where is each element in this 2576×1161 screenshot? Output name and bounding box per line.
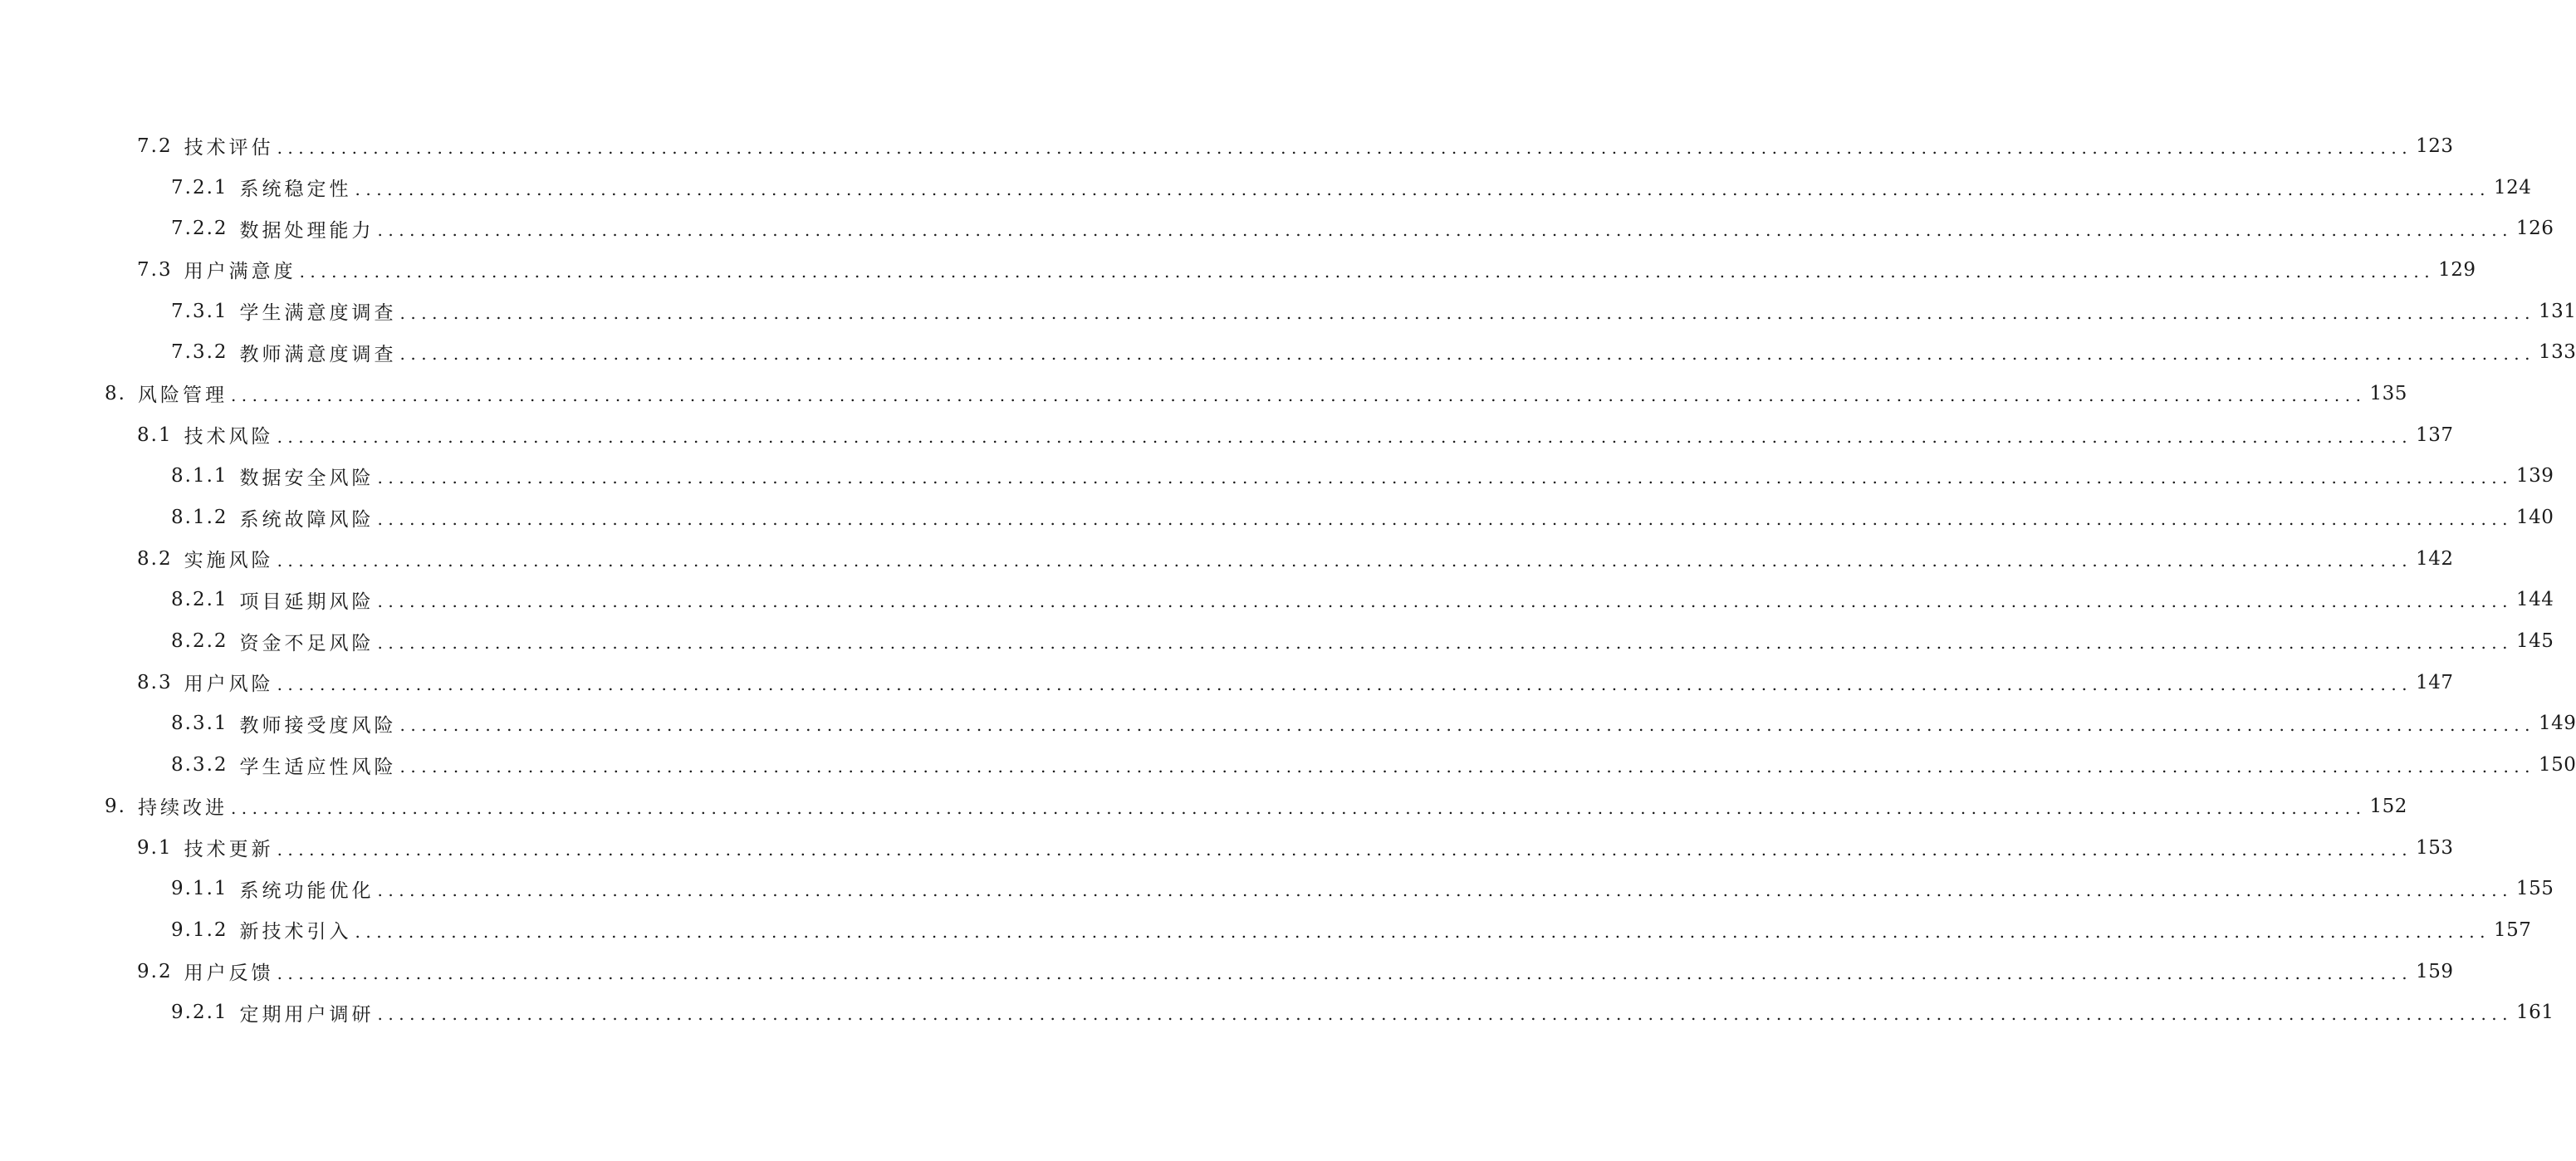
toc-entry[interactable] <box>0 786 2407 827</box>
toc-entry-title: 新技术引入 <box>239 921 352 943</box>
toc-entry-number: 7.2 <box>137 135 173 157</box>
toc-entry-title: 风险管理 <box>137 385 228 407</box>
toc-entry-title: 数据处理能力 <box>239 219 375 242</box>
toc-entry-page-number: 152 <box>2369 795 2407 817</box>
toc-dot-leader: ........................................................................................................................................................................................................ <box>377 509 2514 530</box>
toc-entry[interactable] <box>0 373 2407 414</box>
toc-entry-page-number: 129 <box>2438 258 2476 281</box>
toc-entry-title: 用户反馈 <box>184 963 274 985</box>
toc-entry-number: 8.2.1 <box>171 589 228 611</box>
toc-entry-page-number: 133 <box>2539 341 2576 364</box>
toc-entry-page-number: 137 <box>2416 424 2454 446</box>
toc-entry[interactable] <box>0 125 2454 167</box>
toc-entry[interactable] <box>0 167 2532 208</box>
toc-entry-number: 8. <box>105 382 126 404</box>
toc-entry-title: 系统功能优化 <box>239 879 375 902</box>
toc-entry[interactable] <box>0 868 2554 909</box>
toc-dot-leader: ........................................................................................................................................................................................................ <box>377 1004 2514 1025</box>
toc-entry-number: 7.2.2 <box>171 218 228 240</box>
toc-entry[interactable] <box>0 456 2554 497</box>
toc-entry-title: 技术更新 <box>184 839 274 861</box>
toc-entry[interactable] <box>0 620 2554 662</box>
toc-entry[interactable] <box>0 249 2476 291</box>
toc-entry-title: 系统稳定性 <box>239 179 352 201</box>
toc-dot-leader: ........................................................................................................................................................................................................ <box>277 963 2413 983</box>
toc-entry-page-number: 124 <box>2494 176 2532 198</box>
toc-entry-title: 资金不足风险 <box>239 632 375 654</box>
toc-entry[interactable] <box>0 827 2454 869</box>
toc-entry-page-number: 149 <box>2539 713 2576 735</box>
toc-entry-number: 8.1.2 <box>171 507 228 529</box>
toc-entry-title: 技术风险 <box>184 426 274 448</box>
toc-entry[interactable] <box>0 580 2554 621</box>
toc-entry-page-number: 139 <box>2516 465 2554 487</box>
toc-dot-leader: ........................................................................................................................................................................................................ <box>399 344 2536 365</box>
toc-entry-page-number: 123 <box>2416 135 2454 157</box>
toc-entry-title: 系统故障风险 <box>239 508 375 531</box>
toc-dot-leader: ........................................................................................................................................................................................................ <box>277 550 2413 571</box>
toc-entry-page-number: 159 <box>2416 960 2454 982</box>
toc-dot-leader: ........................................................................................................................................................................................................ <box>230 385 2367 405</box>
toc-entry-number: 8.2 <box>137 547 173 570</box>
toc-dot-leader: ........................................................................................................................................................................................................ <box>277 426 2413 447</box>
toc-dot-leader: ........................................................................................................................................................................................................ <box>277 674 2413 694</box>
toc-entry[interactable] <box>0 703 2576 745</box>
toc-dot-leader: ........................................................................................................................................................................................................ <box>377 220 2514 241</box>
toc-dot-leader: ........................................................................................................................................................................................................ <box>355 921 2491 942</box>
toc-entry-page-number: 126 <box>2516 218 2554 240</box>
toc-entry-title: 用户满意度 <box>184 261 296 283</box>
toc-dot-leader: ........................................................................................................................................................................................................ <box>277 839 2413 860</box>
toc-dot-leader: ........................................................................................................................................................................................................ <box>399 757 2536 777</box>
toc-entry-number: 9.2.1 <box>171 1002 228 1024</box>
toc-entry-number: 8.3.1 <box>171 713 228 735</box>
toc-entry-number: 9.1 <box>137 836 173 859</box>
toc-entry[interactable] <box>0 744 2576 786</box>
toc-entry-page-number: 145 <box>2516 630 2554 653</box>
toc-entry[interactable] <box>0 992 2554 1033</box>
toc-entry-number: 7.3 <box>137 258 173 281</box>
toc-entry-number: 8.1.1 <box>171 465 228 487</box>
toc-entry-number: 8.3 <box>137 671 173 693</box>
toc-entry-title: 教师接受度风险 <box>239 714 397 737</box>
toc-dot-leader: ........................................................................................................................................................................................................ <box>399 302 2536 323</box>
toc-entry-page-number: 142 <box>2416 547 2454 570</box>
toc-entry-page-number: 150 <box>2539 754 2576 776</box>
toc-entry-title: 项目延期风险 <box>239 590 375 613</box>
toc-entry-number: 9.1.1 <box>171 878 228 900</box>
toc-entry-number: 8.1 <box>137 424 173 446</box>
toc-entry-page-number: 140 <box>2516 507 2554 529</box>
toc-entry-page-number: 155 <box>2516 878 2554 900</box>
toc-entry-page-number: 131 <box>2539 300 2576 322</box>
toc-entry-page-number: 153 <box>2416 836 2454 859</box>
toc-dot-leader: ........................................................................................................................................................................................................ <box>377 880 2514 901</box>
toc-entry-number: 8.2.2 <box>171 630 228 653</box>
toc-entry[interactable] <box>0 538 2454 580</box>
toc-entry-title: 教师满意度调查 <box>239 343 397 365</box>
toc-entry-title: 数据安全风险 <box>239 467 375 489</box>
toc-dot-leader: ........................................................................................................................................................................................................ <box>355 179 2491 199</box>
toc-dot-leader: ........................................................................................................................................................................................................ <box>299 261 2436 282</box>
toc-entry-number: 7.3.2 <box>171 341 228 364</box>
toc-entry-title: 持续改进 <box>137 797 228 820</box>
toc-entry-number: 9.1.2 <box>171 919 228 941</box>
toc-entry[interactable] <box>0 497 2554 538</box>
toc-entry-title: 实施风险 <box>184 550 274 572</box>
toc-dot-leader: ........................................................................................................................................................................................................ <box>277 137 2413 158</box>
toc-entry-number: 7.2.1 <box>171 176 228 198</box>
toc-entry[interactable] <box>0 331 2576 373</box>
toc-entry-page-number: 147 <box>2416 671 2454 693</box>
toc-entry[interactable] <box>0 909 2532 951</box>
toc-dot-leader: ........................................................................................................................................................................................................ <box>377 591 2514 612</box>
toc-entry-page-number: 135 <box>2369 382 2407 404</box>
toc-entry-number: 7.3.1 <box>171 300 228 322</box>
toc-entry-title: 学生适应性风险 <box>239 756 397 778</box>
toc-entry-page-number: 161 <box>2516 1002 2554 1024</box>
toc-dot-leader: ........................................................................................................................................................................................................ <box>377 468 2514 488</box>
toc-entry-number: 9. <box>105 795 126 817</box>
toc-entry-title: 定期用户调研 <box>239 1003 375 1026</box>
toc-entry-title: 技术评估 <box>184 137 274 159</box>
toc-entry-page-number: 144 <box>2516 589 2554 611</box>
toc-entry-title: 学生满意度调查 <box>239 302 397 325</box>
toc-entry[interactable] <box>0 414 2454 456</box>
toc-entry-title: 用户风险 <box>184 674 274 696</box>
toc-entry[interactable] <box>0 208 2554 249</box>
toc-entry-number: 9.2 <box>137 960 173 982</box>
toc-entry[interactable] <box>0 951 2454 992</box>
toc-dot-leader: ........................................................................................................................................................................................................ <box>399 715 2536 736</box>
toc-entry-page-number: 157 <box>2494 919 2532 941</box>
toc-dot-leader: ........................................................................................................................................................................................................ <box>377 633 2514 654</box>
toc-entry[interactable] <box>0 291 2576 332</box>
toc-dot-leader: ........................................................................................................................................................................................................ <box>230 797 2367 818</box>
toc-entry-number: 8.3.2 <box>171 754 228 776</box>
table-of-contents <box>0 125 2576 1033</box>
toc-entry[interactable] <box>0 662 2454 703</box>
